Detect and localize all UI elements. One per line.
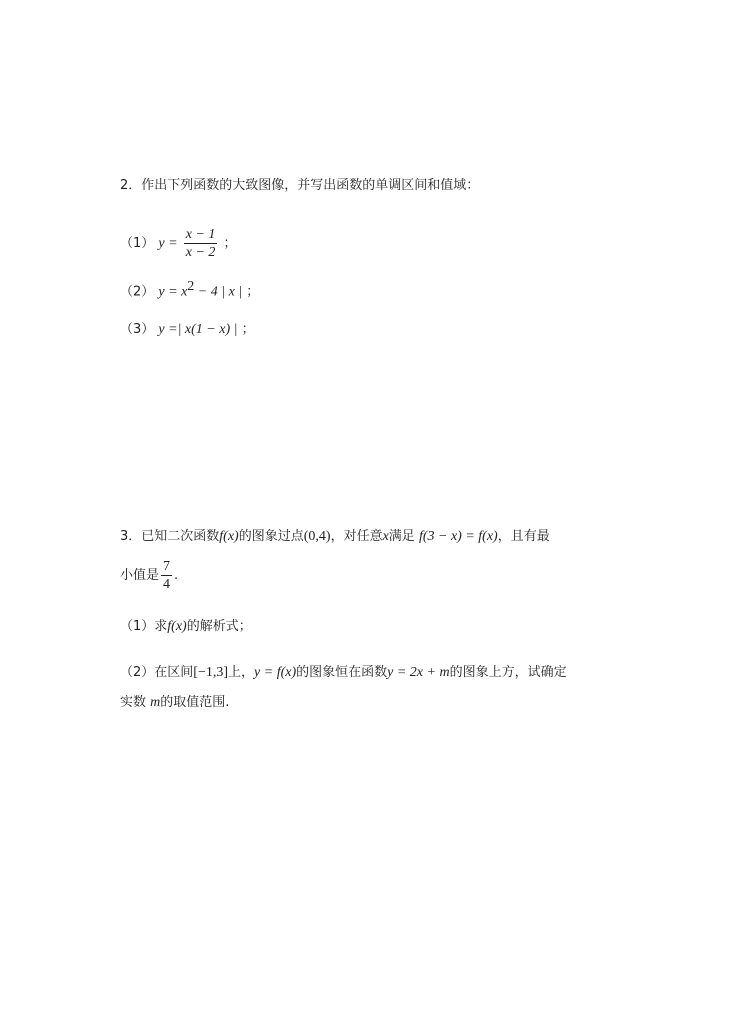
q3-part-2-line-2: [120, 693, 229, 713]
q2-item-3-expr: y =| x(1 − x) |: [158, 322, 238, 337]
q3-p2-b: 的图象恒在函数: [296, 665, 388, 680]
q3-p2-e: 的取值范围.: [160, 695, 230, 710]
q2-item-1-fraction: [184, 226, 218, 261]
q2-item-2-expr-b: − 4 | x |: [194, 284, 243, 300]
q3-stem-b: 的图象过点: [238, 529, 304, 544]
q3-stem-line-1: [120, 527, 550, 547]
q2-item-2-label: （2）: [120, 284, 155, 300]
q2-item-2-tail: ；: [246, 284, 260, 300]
q3-p2-interval: [−1,3]: [193, 665, 229, 680]
q2-item-1-lhs: y =: [158, 236, 178, 251]
q3-p1-text: 的解析式；: [186, 619, 252, 634]
q3-stem-c: ，对任意: [330, 529, 383, 544]
q3-min-numerator: 7: [163, 559, 171, 574]
q3-p2-line: y = 2x + m: [387, 665, 450, 680]
q3-p2-c: 的图象上方，试确定: [449, 665, 567, 680]
q3-p2-m: m: [150, 695, 161, 710]
q3-stem-d: 满足: [388, 529, 415, 544]
q3-p2-d: 实数: [120, 695, 147, 710]
q2-item-1-denominator: x − 2: [185, 245, 216, 260]
q3-fx: f(x): [219, 529, 239, 544]
q2-item-3-label: （3）: [120, 322, 155, 337]
q2-item-3: [120, 320, 255, 340]
q2-item-2: [120, 277, 259, 302]
q3-part-2-line-1: [120, 663, 567, 683]
q3-stem2-a: 小值是: [120, 568, 160, 583]
q3-p2-label: （2）在区间: [120, 665, 194, 680]
q2-item-1-label: （1）: [120, 236, 155, 251]
q2-item-2-expr-a: y = x: [158, 284, 188, 300]
q3-stem-e: ，且有最: [497, 529, 550, 544]
q3-stem-a: 3．已知二次函数: [120, 529, 220, 544]
q3-stem-line-2: [120, 558, 178, 593]
q3-min-fraction: [161, 558, 172, 593]
q3-min-denominator: 4: [163, 577, 171, 592]
q3-part-1: [120, 617, 252, 637]
q2-item-3-tail: ；: [241, 322, 255, 337]
q3-p1-fx: f(x): [167, 619, 187, 634]
q3-p2-a: 上，: [228, 665, 255, 680]
q3-p2-eq: y = f(x): [254, 665, 297, 680]
q3-symmetry-eq: f(3 − x) = f(x): [418, 529, 498, 544]
q3-point: (0,4): [303, 529, 331, 544]
q2-stem: 2．作出下列函数的大致图像，并写出函数的单调区间和值域：: [120, 178, 480, 193]
q2-item-2-exponent: 2: [187, 279, 195, 294]
q3-p1-label: （1）求: [120, 619, 168, 634]
q3-stem2-b: .: [174, 568, 179, 583]
q2-item-1-tail: ；: [223, 236, 237, 251]
q3-x-var: x: [382, 529, 389, 544]
q2-item-1: [120, 226, 237, 261]
q2-item-1-numerator: x − 1: [185, 227, 216, 242]
